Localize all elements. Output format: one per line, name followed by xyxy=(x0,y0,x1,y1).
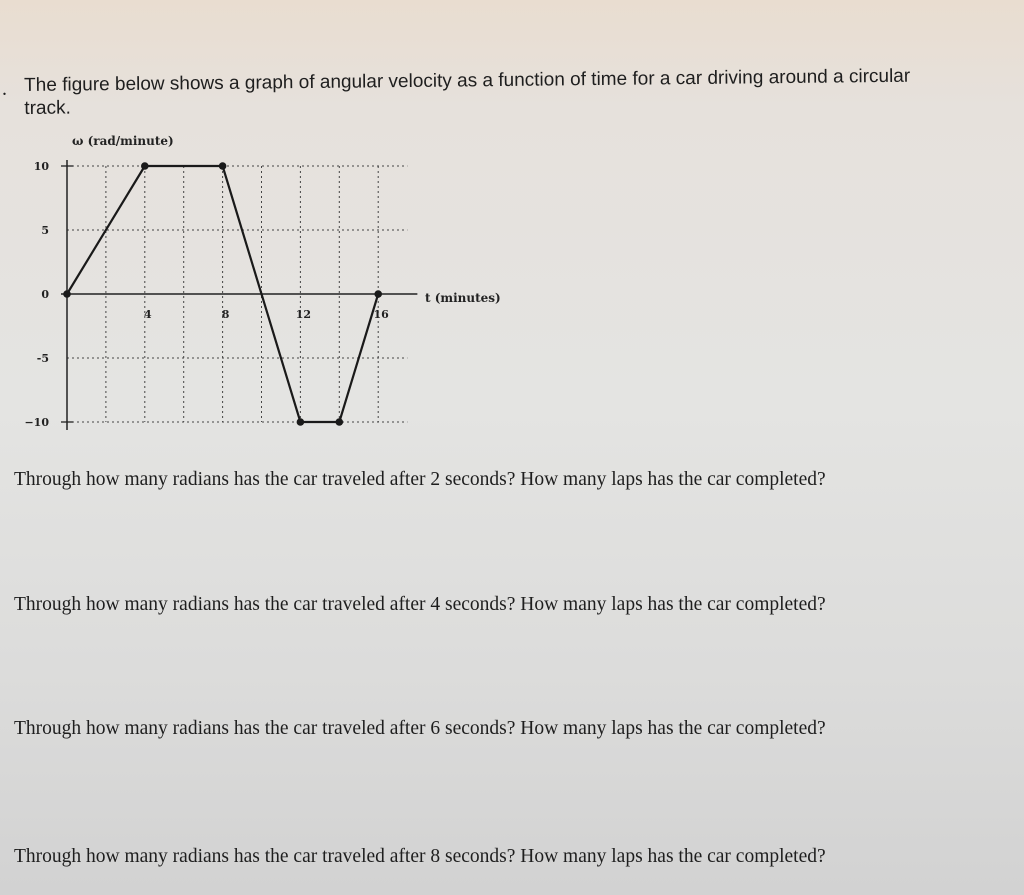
y-tick-label: -5 xyxy=(36,352,49,365)
intro-line-2: track. xyxy=(24,97,71,119)
bullet-mark: . xyxy=(2,78,7,100)
x-tick-label: 12 xyxy=(295,308,312,321)
y-tick-label: −10 xyxy=(24,416,49,429)
question-2: Through how many radians has the car traveled after 4 seconds? How many laps has the car completed? xyxy=(14,594,826,615)
y-tick-label: 0 xyxy=(41,288,49,301)
data-point xyxy=(336,418,344,426)
x-axis-title: t (minutes) xyxy=(425,291,501,305)
y-tick-label: 10 xyxy=(33,160,49,173)
intro-line-1: The figure below shows a graph of angular velocity as a function of time for a car driving around a circular xyxy=(24,65,911,96)
question-3: Through how many radians has the car traveled after 6 seconds? How many laps has the car completed? xyxy=(14,718,826,739)
question-4: Through how many radians has the car traveled after 8 seconds? How many laps has the car completed? xyxy=(14,846,826,867)
data-point xyxy=(297,418,305,426)
data-point xyxy=(63,290,71,298)
question-1: Through how many radians has the car traveled after 2 seconds? How many laps has the car completed? xyxy=(14,469,826,490)
x-tick-label: 4 xyxy=(143,308,152,321)
x-tick-label: 16 xyxy=(373,308,389,321)
data-point xyxy=(219,162,227,170)
data-point xyxy=(374,290,382,298)
x-tick-label: 8 xyxy=(221,308,230,321)
y-tick-label: 5 xyxy=(41,224,49,237)
y-axis-title: ω (rad/minute) xyxy=(72,134,174,148)
axes xyxy=(61,160,417,430)
data-point xyxy=(141,162,149,170)
axis-labels xyxy=(24,134,500,429)
